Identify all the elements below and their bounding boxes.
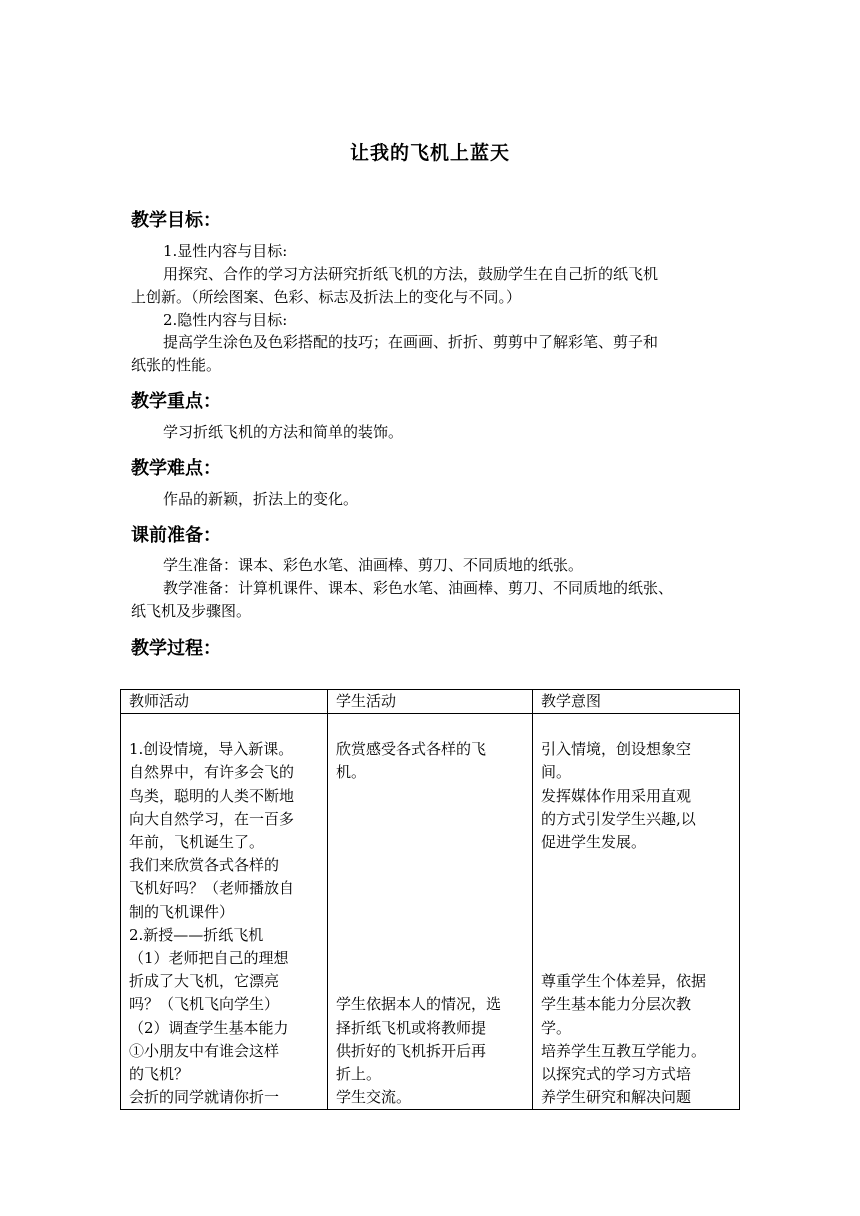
- student-activity-line: [336, 947, 527, 970]
- preparation-heading: 课前准备：: [131, 525, 221, 546]
- teaching-intent-line: [541, 901, 734, 924]
- process-heading: 教学过程：: [131, 638, 221, 659]
- page-title: 让我的飞机上蓝天: [349, 142, 510, 164]
- teacher-activity-line: 飞机好吗？（老师播放自: [129, 879, 295, 898]
- teaching-intent-line: 间。: [541, 763, 572, 782]
- objectives-line: 1.显性内容与目标:: [163, 242, 288, 260]
- teacher-activity-line: 向大自然学习，在一百多: [129, 809, 295, 828]
- teacher-activity-line: 鸟类，聪明的人类不断地: [129, 786, 295, 805]
- preparation-line: 教学准备：计算机课件、课本、彩色水笔、油画棒、剪刀、不同质地的纸张、: [163, 579, 674, 597]
- student-activity-line: [336, 854, 527, 877]
- student-activity-line: 供折好的飞机拆开后再: [336, 1041, 487, 1060]
- teaching-intent-line: 养学生研究和解决问题: [541, 1088, 692, 1107]
- table-row: [121, 714, 740, 1110]
- student-activity-line: [336, 785, 527, 808]
- student-activity-cell: [328, 714, 533, 1110]
- objectives-line: 用探究、合作的学习方法研究折纸飞机的方法，鼓励学生在自己折的纸飞机: [163, 265, 659, 283]
- teaching-intent-line: 以探究式的学习方式培: [541, 1064, 692, 1083]
- objectives-line: 提高学生涂色及色彩搭配的技巧；在画画、折折、剪剪中了解彩笔、剪子和: [163, 333, 659, 351]
- teaching-intent-line: 促进学生发展。: [541, 833, 647, 852]
- teacher-activity-line: 吗？（飞机飞向学生）: [129, 995, 280, 1014]
- teaching-intent-line: [541, 947, 734, 970]
- student-activity-line: [336, 877, 527, 900]
- teacher-activity-line: （1）老师把自己的理想: [129, 949, 289, 968]
- process-table: [120, 689, 740, 1110]
- objectives-line: 上创新。（所绘图案、色彩、标志及折法上的变化与不同。）: [131, 288, 522, 306]
- teaching-intent-line: [541, 877, 734, 900]
- teacher-activity-cell: [121, 714, 328, 1110]
- student-activity-line: [336, 808, 527, 831]
- student-activity-line: [336, 924, 527, 947]
- difficulties-line: 作品的新颖，折法上的变化。: [163, 490, 359, 508]
- objectives-line: 纸张的性能。: [131, 356, 222, 374]
- teacher-activity-line: 年前，飞机诞生了。: [129, 833, 265, 852]
- teaching-intent-line: 学生基本能力分层次教: [541, 995, 692, 1014]
- student-activity-line: 学生依据本人的情况，选: [336, 995, 502, 1014]
- student-activity-line: 欣赏感受各式各样的飞: [336, 740, 487, 759]
- student-activity-line: [336, 970, 527, 993]
- teaching-intent-line: [541, 924, 734, 947]
- teacher-activity-line: 我们来欣赏各式各样的: [129, 856, 280, 875]
- teacher-activity-line: ①小朋友中有谁会这样: [129, 1041, 280, 1060]
- table-header-row: [121, 690, 740, 714]
- header-student-activity: 学生活动: [328, 690, 533, 714]
- preparation-line: 学生准备：课本、彩色水笔、油画棒、剪刀、不同质地的纸张。: [163, 556, 584, 574]
- key-points-line: 学习折纸飞机的方法和简单的装饰。: [163, 423, 404, 441]
- teacher-activity-line: 自然界中，有许多会飞的: [129, 763, 295, 782]
- student-activity-line: 机。: [336, 763, 367, 782]
- teacher-activity-line: 2.新授——折纸飞机: [129, 925, 264, 944]
- teacher-activity-line: 1.创设情境，导入新课。: [129, 740, 294, 759]
- teaching-intent-line: 发挥媒体作用采用直观: [541, 786, 692, 805]
- teaching-intent-line: 引入情境，创设想象空: [541, 740, 692, 759]
- difficulties-heading: 教学难点：: [131, 458, 221, 479]
- teaching-intent-line: 的方式引发学生兴趣,以: [541, 809, 696, 828]
- teacher-activity-line: 的飞机？: [129, 1065, 190, 1084]
- objectives-heading: 教学目标：: [131, 210, 221, 231]
- header-teaching-intent: 教学意图: [533, 690, 740, 714]
- student-activity-line: [336, 831, 527, 854]
- teacher-activity-line: 折成了大飞机，它漂亮: [129, 972, 280, 991]
- header-teacher-activity: 教师活动: [121, 690, 328, 714]
- student-activity-line: 学生交流。: [336, 1088, 412, 1107]
- objectives-line: 2.隐性内容与目标:: [163, 311, 288, 329]
- student-activity-line: [336, 901, 527, 924]
- teacher-activity-line: 会折的同学就请你折一: [129, 1088, 280, 1107]
- student-activity-line: 折上。: [336, 1064, 382, 1083]
- preparation-line: 纸飞机及步骤图。: [131, 602, 252, 620]
- student-activity-line: 择折纸飞机或将教师提: [336, 1018, 487, 1037]
- teaching-intent-line: [541, 854, 734, 877]
- key-points-heading: 教学重点：: [131, 391, 221, 412]
- teacher-activity-line: （2）调查学生基本能力: [129, 1018, 289, 1037]
- teaching-intent-line: 培养学生互教互学能力。: [541, 1041, 707, 1060]
- teaching-intent-line: 学。: [541, 1018, 572, 1037]
- teaching-intent-cell: [533, 714, 740, 1110]
- teaching-intent-line: 尊重学生个体差异，依据: [541, 972, 707, 991]
- teacher-activity-line: 制的飞机课件）: [129, 902, 235, 921]
